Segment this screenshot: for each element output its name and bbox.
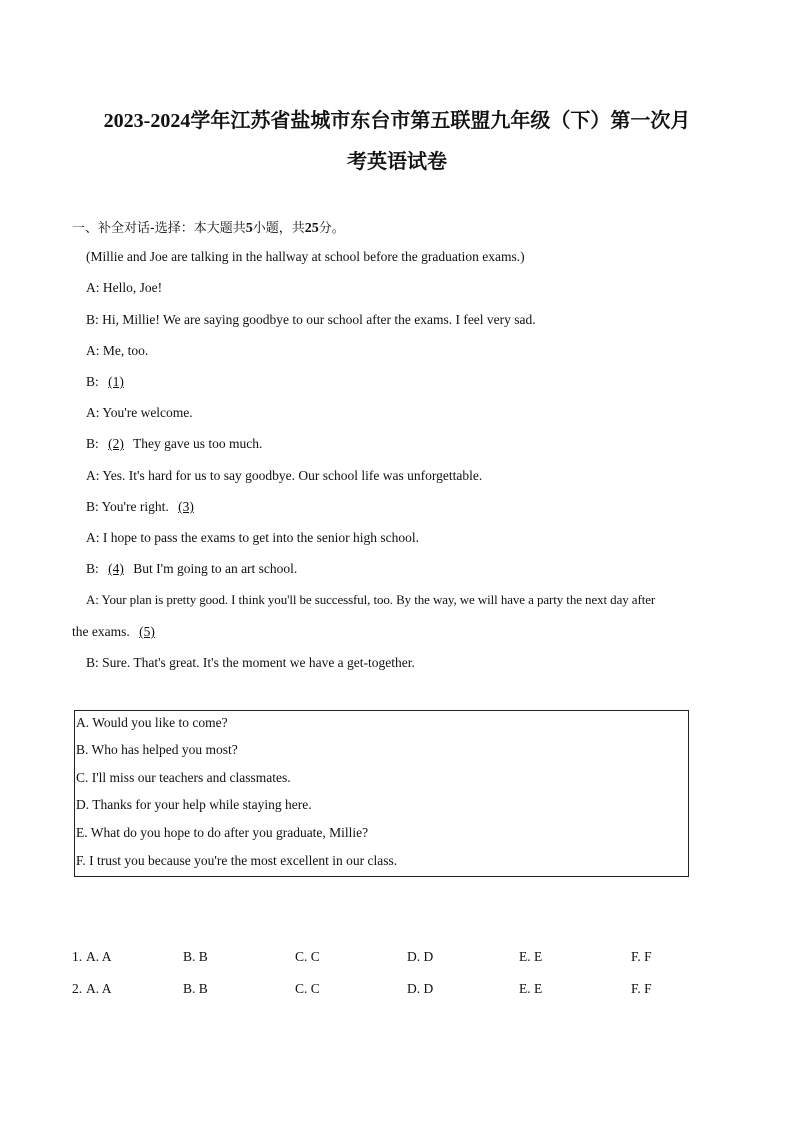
choice-a[interactable]: A. A: [86, 981, 112, 996]
choice-c[interactable]: C. C: [295, 949, 320, 964]
line-text: the exams.: [72, 624, 134, 639]
line-text: But I'm going to an art school.: [129, 561, 298, 576]
title-line-1: 2023-2024学年江苏省盐城市东台市第五联盟九年级（下）第一次月: [103, 110, 691, 132]
line-text: B: You're right.: [86, 499, 173, 514]
option-d: D. Thanks for your help while staying here.: [76, 797, 312, 812]
option-a: A. Would you like to come?: [76, 715, 228, 730]
line-text: B:: [86, 561, 103, 576]
blank-3: (3): [178, 499, 194, 514]
option-f: F. I trust you because you're the most excellent in our class.: [76, 853, 398, 868]
option-e: E. What do you hope to do after you graduate, Millie?: [76, 825, 369, 840]
dialogue-line: A: Your plan is pretty good. I think you'll be successful, too. By the way, we will have a party the next day after: [86, 592, 656, 607]
line-text: B:: [86, 374, 103, 389]
section-suffix: 分。: [318, 221, 345, 236]
title-line-2: 考英语试卷: [347, 151, 447, 173]
blank-5: (5): [139, 624, 155, 639]
question-number: 1.: [72, 949, 83, 964]
blank-4: (4): [108, 561, 124, 576]
choice-b[interactable]: B. B: [183, 949, 208, 964]
blank-2: (2): [108, 436, 124, 451]
dialogue-line: [86, 561, 297, 577]
choice-e[interactable]: E. E: [519, 949, 543, 964]
dialogue-intro: (Millie and Joe are talking in the hallway at school before the graduation exams.): [86, 249, 525, 264]
dialogue-line: [86, 499, 200, 515]
dialogue-line: A: Me, too.: [86, 343, 149, 358]
choice-b[interactable]: B. B: [183, 981, 208, 996]
choice-e[interactable]: E. E: [519, 981, 543, 996]
section-heading: [72, 217, 345, 237]
blank-1: (1): [108, 374, 124, 389]
option-b: B. Who has helped you most?: [76, 742, 238, 757]
dialogue-line-wrap: [72, 624, 161, 640]
dialogue-line: A: Hello, Joe!: [86, 280, 163, 295]
section-count: 5: [245, 221, 253, 236]
choice-d[interactable]: D. D: [407, 981, 434, 996]
section-prefix: 一、补全对话-选择：本大题共: [72, 221, 246, 236]
line-text: They gave us too much.: [129, 436, 263, 451]
line-text: B:: [86, 436, 103, 451]
choice-f[interactable]: F. F: [631, 981, 652, 996]
dialogue-line: A: You're welcome.: [86, 405, 193, 420]
section-mid: 小题，共: [252, 221, 305, 236]
choice-c[interactable]: C. C: [295, 981, 320, 996]
choice-a[interactable]: A. A: [86, 949, 112, 964]
question-number: 2.: [72, 981, 83, 996]
dialogue-line: [86, 436, 262, 452]
option-c: C. I'll miss our teachers and classmates.: [76, 770, 291, 785]
dialogue-line: A: I hope to pass the exams to get into the senior high school.: [86, 530, 419, 545]
dialogue-line: B: Sure. That's great. It's the moment we have a get-together.: [86, 655, 415, 670]
section-score: 25: [304, 221, 319, 236]
choice-d[interactable]: D. D: [407, 949, 434, 964]
dialogue-line: A: Yes. It's hard for us to say goodbye. Our school life was unforgettable.: [86, 468, 483, 483]
dialogue-line: B: Hi, Millie! We are saying goodbye to our school after the exams. I feel very sad.: [86, 312, 536, 327]
dialogue-line: [86, 374, 130, 390]
choice-f[interactable]: F. F: [631, 949, 652, 964]
options-box: [74, 710, 689, 877]
